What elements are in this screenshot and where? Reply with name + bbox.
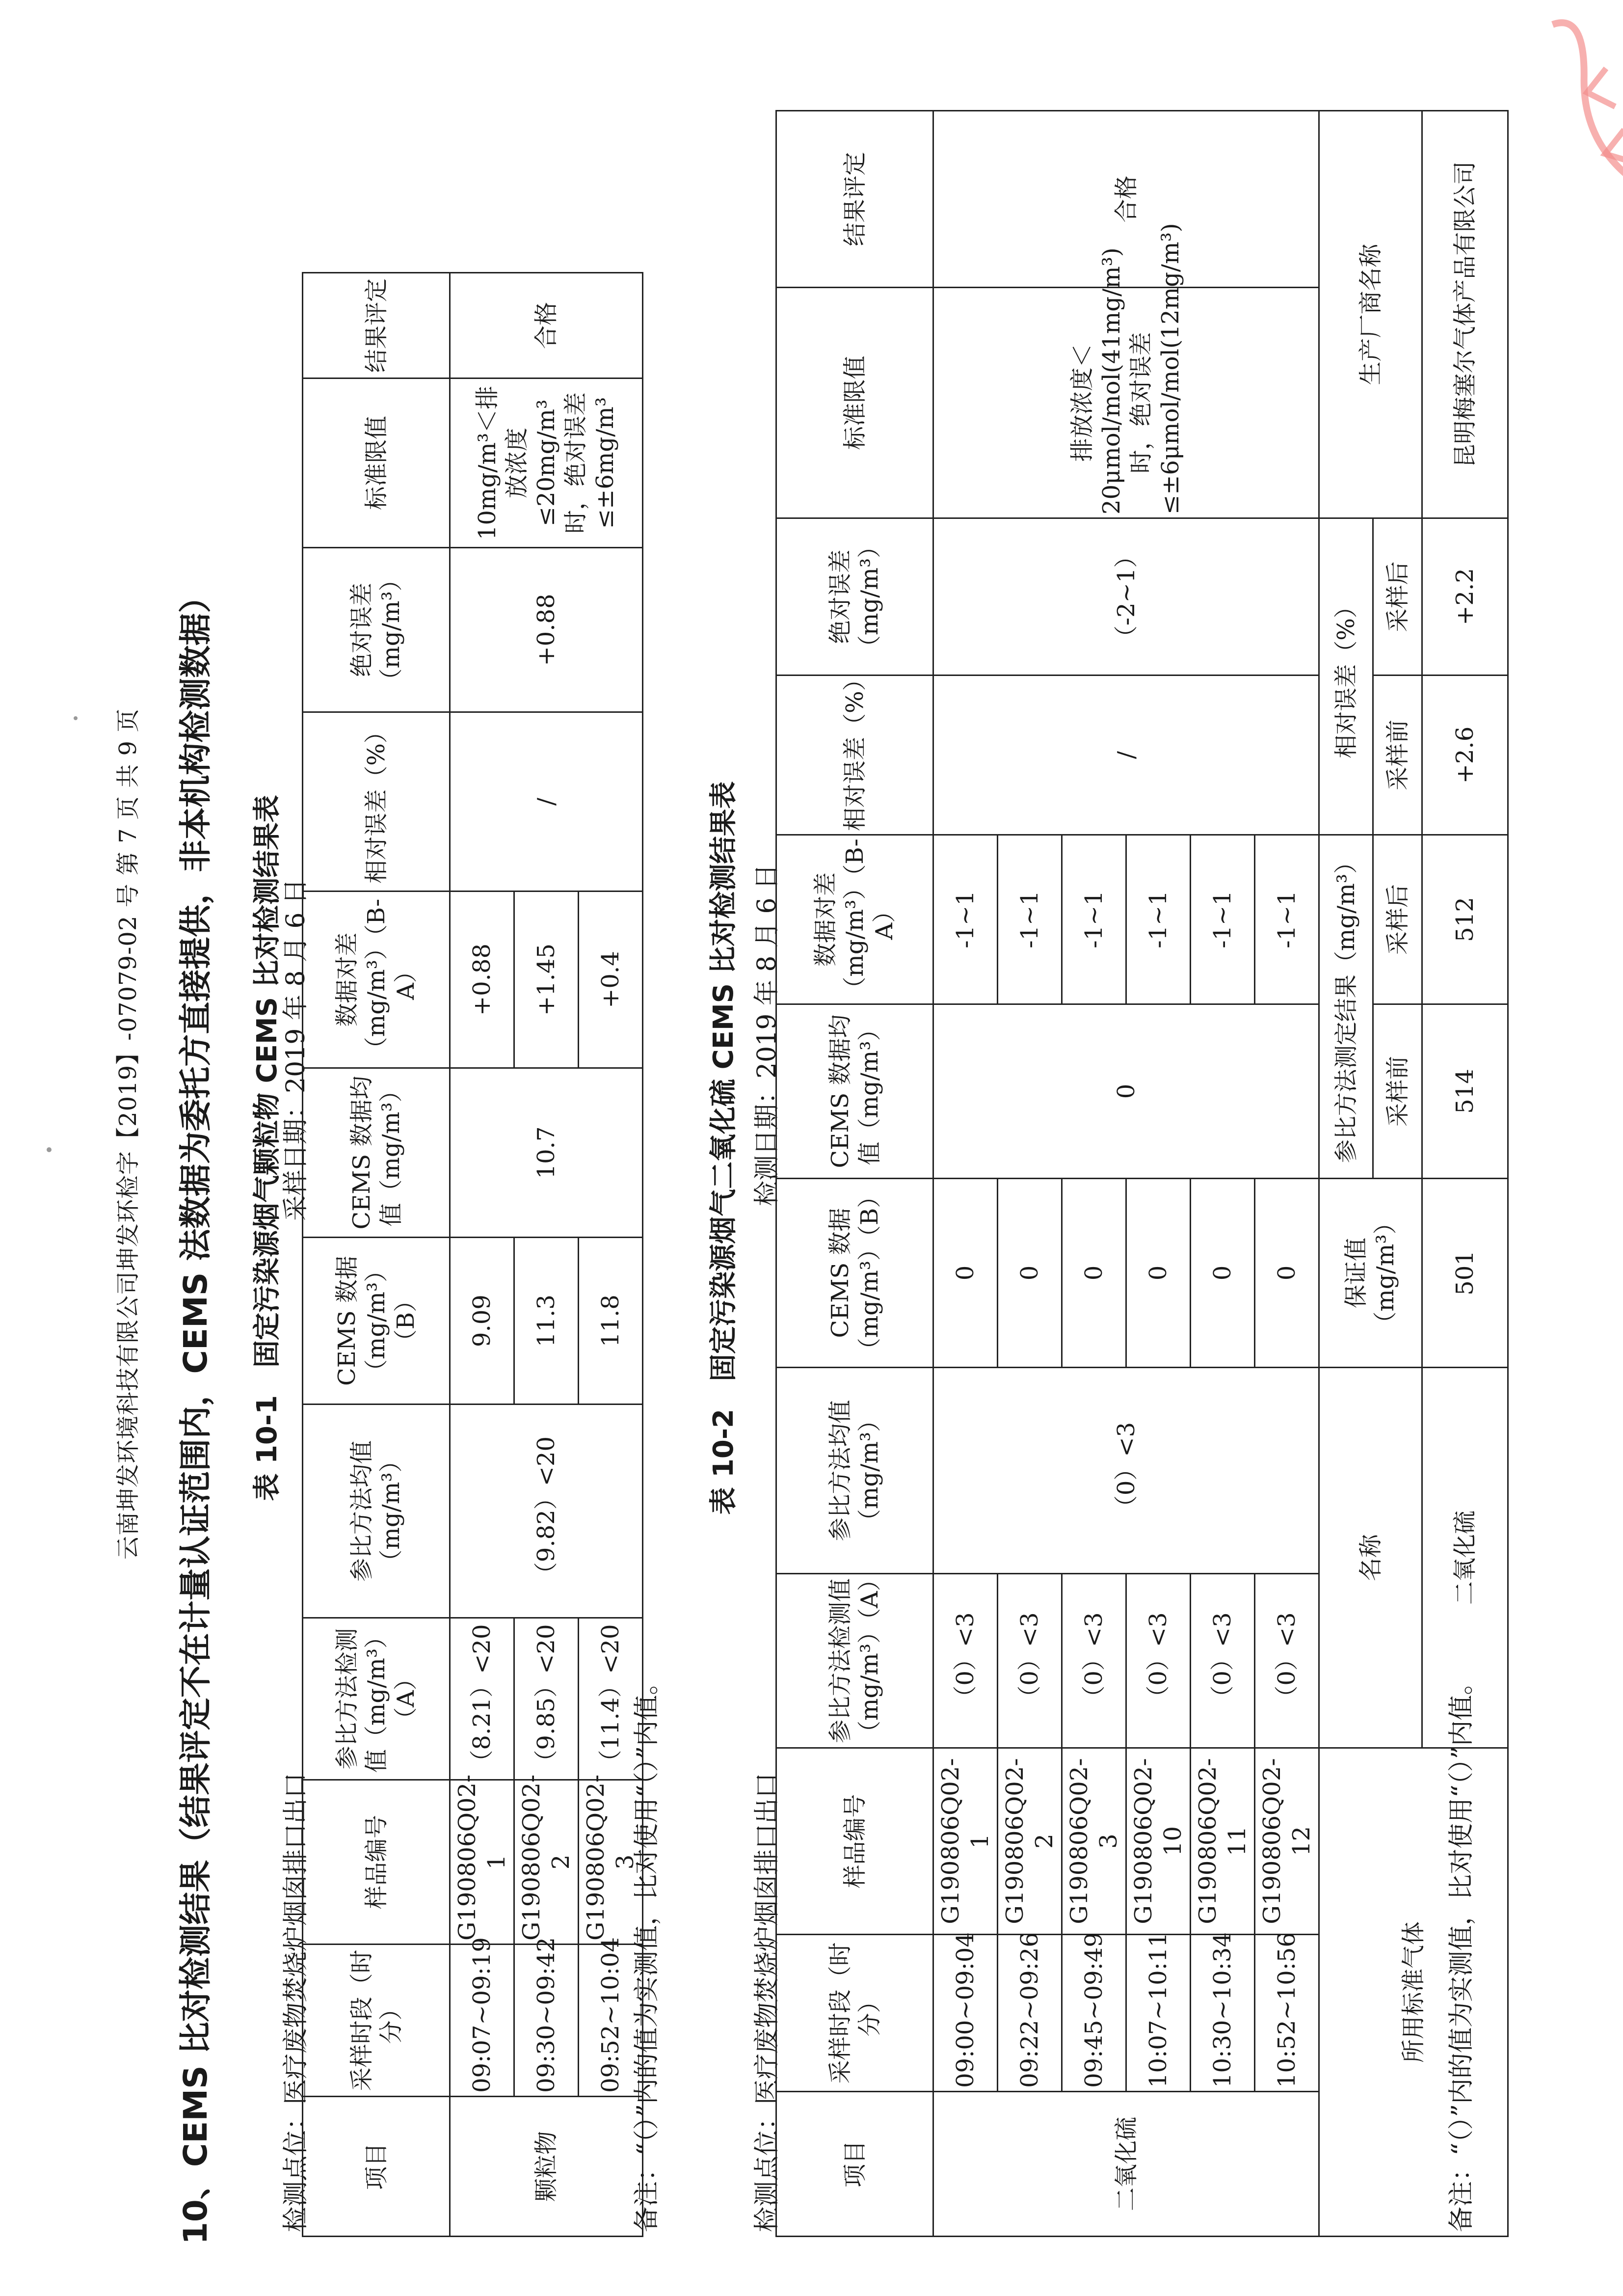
t1-h-refmean: 参比方法均值（mg/m³） — [303, 1405, 450, 1618]
table2-date: 检测日期：2019 年 8 月 6 日 — [752, 864, 782, 1206]
t2-gas-cert-header: 保证值（mg/m³） — [1319, 1179, 1422, 1368]
t2-gas-name: 二氧化硫 — [1422, 1368, 1508, 1748]
t2-cems: 0 — [1255, 1179, 1319, 1368]
t2-cems: 0 — [998, 1179, 1062, 1368]
t1-period: 09:07~09:19 — [450, 1945, 514, 2097]
t2-h-cems: CEMS 数据（mg/m³）（B） — [776, 1179, 933, 1368]
t2-h-item: 项目 — [776, 2092, 933, 2237]
table2-caption: 表 10-2 固定污染源烟气二氧化硫 CEMS 比对检测结果表 — [708, 781, 740, 1515]
t2-result: 合格 — [933, 111, 1319, 288]
t2-cems: 0 — [1062, 1179, 1126, 1368]
t2-gas-maker-header: 生产厂商名称 — [1319, 111, 1422, 518]
table1-caption: 表 10-1 固定污染源烟气颗粒物 CEMS 比对检测结果表 — [251, 795, 283, 1501]
t2-diff: -1~1 — [998, 835, 1062, 1004]
t2-relerr: / — [933, 675, 1319, 835]
t2-h-refmean: 参比方法均值（mg/m³） — [776, 1368, 933, 1574]
t2-h-relerr: 相对误差（%） — [776, 675, 933, 835]
t1-sample: G190806Q02-3 — [579, 1780, 643, 1945]
t1-cems: 11.8 — [579, 1238, 643, 1405]
t1-h-diff: 数据对差（mg/m³）（B-A） — [303, 891, 450, 1068]
t1-item: 颗粒物 — [450, 2097, 643, 2237]
t2-sample: G190806Q02-2 — [998, 1748, 1062, 1935]
t2-period: 09:22~09:26 — [998, 1935, 1062, 2092]
table2-location: 检测点位：医疗废物焚烧炉烟囱排口出口 — [752, 1772, 782, 2232]
t2-h-cemsmean: CEMS 数据均值（mg/m³） — [776, 1004, 933, 1179]
table2-note: 备注：“（）”内的值为实测值，比对使用“（）”内值。 — [1447, 1669, 1476, 2232]
page-header: 云南坤发环境科技有限公司坤发环检字【2019】-07079-02 号 第 7 页 共 9 页 — [114, 708, 142, 1560]
t2-ref: （0）<3 — [1255, 1574, 1319, 1748]
scan-speck — [47, 1147, 52, 1152]
t2-sample: G190806Q02-10 — [1126, 1748, 1191, 1935]
table1 — [302, 272, 643, 2237]
t1-h-limit: 标准限值 — [303, 378, 450, 548]
t2-h-ref: 参比方法检测值（mg/m³）（A） — [776, 1574, 933, 1748]
t1-cems: 9.09 — [450, 1238, 514, 1405]
t2-period: 09:00~09:04 — [933, 1935, 998, 2092]
t1-limit: 10mg/m³＜排放浓度≤20mg/m³时，绝对误差≤±6mg/m³ — [450, 378, 643, 548]
t1-h-abserr: 绝对误差（mg/m³） — [303, 548, 450, 712]
t1-h-cems: CEMS 数据（mg/m³）（B） — [303, 1238, 450, 1405]
t2-h-abserr: 绝对误差（mg/m³） — [776, 518, 933, 675]
t1-abserr: +0.88 — [450, 548, 643, 712]
t1-ref: （8.21）<20 — [450, 1618, 514, 1780]
t1-relerr: / — [450, 712, 643, 891]
t2-ref: （0）<3 — [1062, 1574, 1126, 1748]
t1-diff: +0.88 — [450, 891, 514, 1068]
t1-result: 合格 — [450, 273, 643, 378]
t1-cems: 11.3 — [514, 1238, 579, 1405]
t1-diff: +1.45 — [514, 891, 579, 1068]
t2-gas-rel-header: 相对误差（%） — [1319, 518, 1373, 835]
t2-sample: G190806Q02-3 — [1062, 1748, 1126, 1935]
t1-sample: G190806Q02-1 — [450, 1780, 514, 1945]
t2-sample: G190806Q02-1 — [933, 1748, 998, 1935]
t2-abserr: （-2~1） — [933, 518, 1319, 675]
t2-period: 10:30~10:34 — [1191, 1935, 1255, 2092]
table2 — [775, 110, 1509, 2237]
section-title: 10、CEMS 比对检测结果（结果评定不在计量认证范围内，CEMS 法数据为委托方直接提供，非本机构检测数据） — [177, 580, 214, 2244]
t2-gas-rel-before: +2.6 — [1422, 675, 1508, 835]
t2-ref: （0）<3 — [1126, 1574, 1191, 1748]
t1-h-period: 采样时段（时分） — [303, 1945, 450, 2097]
table1-note: 备注：“（）”内的值为实测值，比对使用“（）”内值。 — [632, 1669, 662, 2232]
t2-gas-name-header: 名称 — [1319, 1368, 1422, 1748]
t2-cems: 0 — [933, 1179, 998, 1368]
t2-limit: 排放浓度＜20μmol/mol(41mg/m³)时，绝对误差≤±6μmol/mol(12mg/m³) — [933, 288, 1319, 518]
t2-gas-ref-before-label: 采样前 — [1373, 1004, 1422, 1179]
t2-gas-ref-after-label: 采样后 — [1373, 835, 1422, 1004]
t1-diff: +0.4 — [579, 891, 643, 1068]
t1-h-sample: 样品编号 — [303, 1780, 450, 1945]
t2-gas-maker: 昆明梅塞尔气体产品有限公司 — [1422, 111, 1508, 518]
t2-diff: -1~1 — [933, 835, 998, 1004]
t2-gas-ref-header: 参比方法测定结果（mg/m³） — [1319, 835, 1373, 1179]
t2-period: 10:07~10:11 — [1126, 1935, 1191, 2092]
t2-gas-rel-after: +2.2 — [1422, 518, 1508, 675]
t1-ref: （11.4）<20 — [579, 1618, 643, 1780]
t2-period: 09:45~09:49 — [1062, 1935, 1126, 2092]
t2-cemsmean: 0 — [933, 1004, 1319, 1179]
t1-refmean: （9.82）<20 — [450, 1405, 643, 1618]
t2-diff: -1~1 — [1255, 835, 1319, 1004]
t2-gas-rel-before-label: 采样前 — [1373, 675, 1422, 835]
t2-h-period: 采样时段（时分） — [776, 1935, 933, 2092]
t2-h-result: 结果评定 — [776, 111, 933, 288]
table1-location: 检测点位：医疗废物焚烧炉烟囱排口出口 — [281, 1772, 311, 2232]
t2-h-sample: 样品编号 — [776, 1748, 933, 1935]
t2-diff: -1~1 — [1062, 835, 1126, 1004]
t2-sample: G190806Q02-12 — [1255, 1748, 1319, 1935]
t1-cemsmean: 10.7 — [450, 1068, 643, 1238]
t2-diff: -1~1 — [1126, 835, 1191, 1004]
t2-gas-ref-before: 514 — [1422, 1004, 1508, 1179]
t1-period: 09:52~10:04 — [579, 1945, 643, 2097]
t2-ref: （0）<3 — [933, 1574, 998, 1748]
t1-h-relerr: 相对误差（%） — [303, 712, 450, 891]
t2-gas-rel-after-label: 采样后 — [1373, 518, 1422, 675]
t1-h-result: 结果评定 — [303, 273, 450, 378]
t1-h-cemsmean: CEMS 数据均值（mg/m³） — [303, 1068, 450, 1238]
t2-h-limit: 标准限值 — [776, 288, 933, 518]
seal-stamp-graphic — [1542, 9, 1623, 204]
t2-cems: 0 — [1191, 1179, 1255, 1368]
t2-period: 10:52~10:56 — [1255, 1935, 1319, 2092]
t1-sample: G190806Q02-2 — [514, 1780, 579, 1945]
t2-diff: -1~1 — [1191, 835, 1255, 1004]
t2-item: 二氧化硫 — [933, 2092, 1319, 2237]
table1-date: 采样日期：2019 年 8 月 6 日 — [281, 878, 311, 1221]
t2-gas-label: 所用标准气体 — [1319, 1748, 1508, 2237]
seal-stamp — [1542, 9, 1623, 204]
t2-gas-cert: 501 — [1422, 1179, 1508, 1368]
t2-h-diff: 数据对差（mg/m³）（B-A） — [776, 835, 933, 1004]
t1-period: 09:30~09:42 — [514, 1945, 579, 2097]
t2-refmean: （0）<3 — [933, 1368, 1319, 1574]
t2-sample: G190806Q02-11 — [1191, 1748, 1255, 1935]
t2-cems: 0 — [1126, 1179, 1191, 1368]
t1-h-item: 项目 — [303, 2097, 450, 2237]
t2-gas-ref-after: 512 — [1422, 835, 1508, 1004]
t1-ref: （9.85）<20 — [514, 1618, 579, 1780]
t2-ref: （0）<3 — [998, 1574, 1062, 1748]
t2-ref: （0）<3 — [1191, 1574, 1255, 1748]
t1-h-ref: 参比方法检测值（mg/m³）（A） — [303, 1618, 450, 1780]
scan-speck — [74, 716, 78, 720]
